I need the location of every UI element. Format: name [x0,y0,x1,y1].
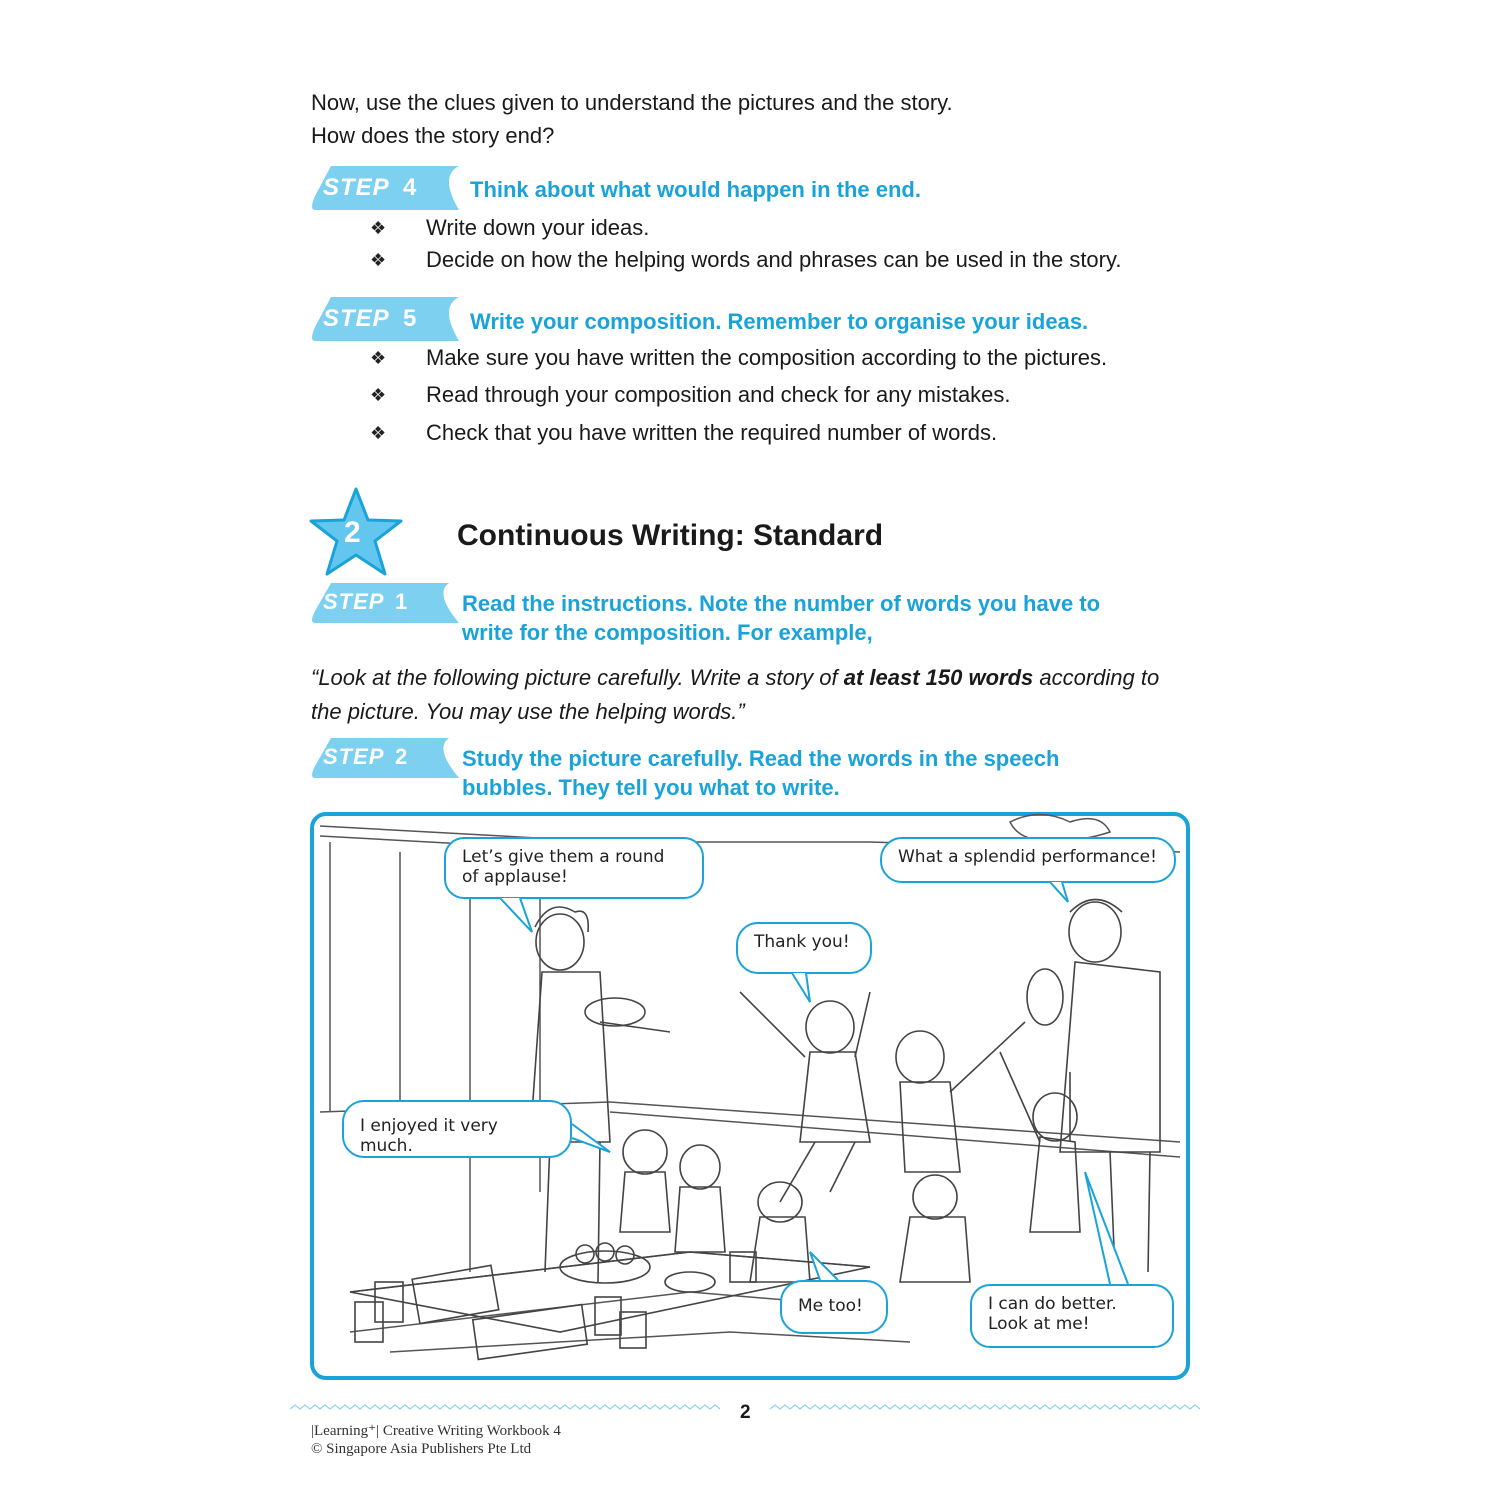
step-5-badge [309,297,459,341]
step-number: 2 [395,744,408,769]
step-label: STEP [323,174,390,201]
step-number: 4 [403,174,417,201]
speech-bubble: I can do better. Look at me! [970,1284,1174,1348]
step-2-badge [309,738,459,782]
speech-bubble: Thank you! [736,922,872,974]
diamond-bullet-icon: ❖ [370,218,387,238]
step-1-badge [309,583,459,627]
footer-copyright: © Singapore Asia Publishers Pte Ltd [311,1441,532,1457]
example-instruction: “Look at the following picture carefully. Write a story of at least 150 words according to the picture. You may use the helping words.” [311,665,1160,724]
step-number: 1 [395,589,408,614]
section-title: Continuous Writing: Standard [457,519,884,552]
diamond-bullet-icon: ❖ [370,250,387,270]
page-number: 2 [740,1402,751,1423]
step-number: 5 [403,305,417,332]
illustration-frame [310,812,1190,1380]
intro-line-1: Now, use the clues given to understand the pictures and the story. [311,90,953,115]
speech-bubble-tails [310,812,1190,1380]
speech-bubble: Me too! [780,1280,888,1334]
diamond-bullet-icon: ❖ [370,423,387,443]
speech-bubble: I enjoyed it very much. [342,1100,572,1158]
intro-line-2: How does the story end? [311,123,555,148]
section-star-icon [308,486,404,578]
word-count-emphasis: at least 150 words [843,665,1034,690]
step-label: STEP [323,744,385,769]
step-label: STEP [323,589,385,614]
section-number: 2 [344,516,361,549]
step-label: STEP [323,305,390,332]
diamond-bullet-icon: ❖ [370,385,387,405]
step-4-title: Think about what would happen in the end. [470,177,921,202]
step-5-title: Write your composition. Remember to organise your ideas. [470,309,1089,334]
step-2-title: Study the picture carefully. Read the words in the speech bubbles. They tell you what to write. [462,746,1060,800]
speech-bubble: Let’s give them a round of applause! [444,837,704,899]
step-1-title: Read the instructions. Note the number of words you have to write for the composition. For example, [462,591,1101,645]
intro-text [311,86,953,152]
step-4-badge [309,166,459,210]
speech-bubble: What a splendid performance! [880,837,1176,883]
footer-book-title: |Learning⁺| Creative Writing Workbook 4 [311,1423,561,1439]
diamond-bullet-icon: ❖ [370,348,387,368]
